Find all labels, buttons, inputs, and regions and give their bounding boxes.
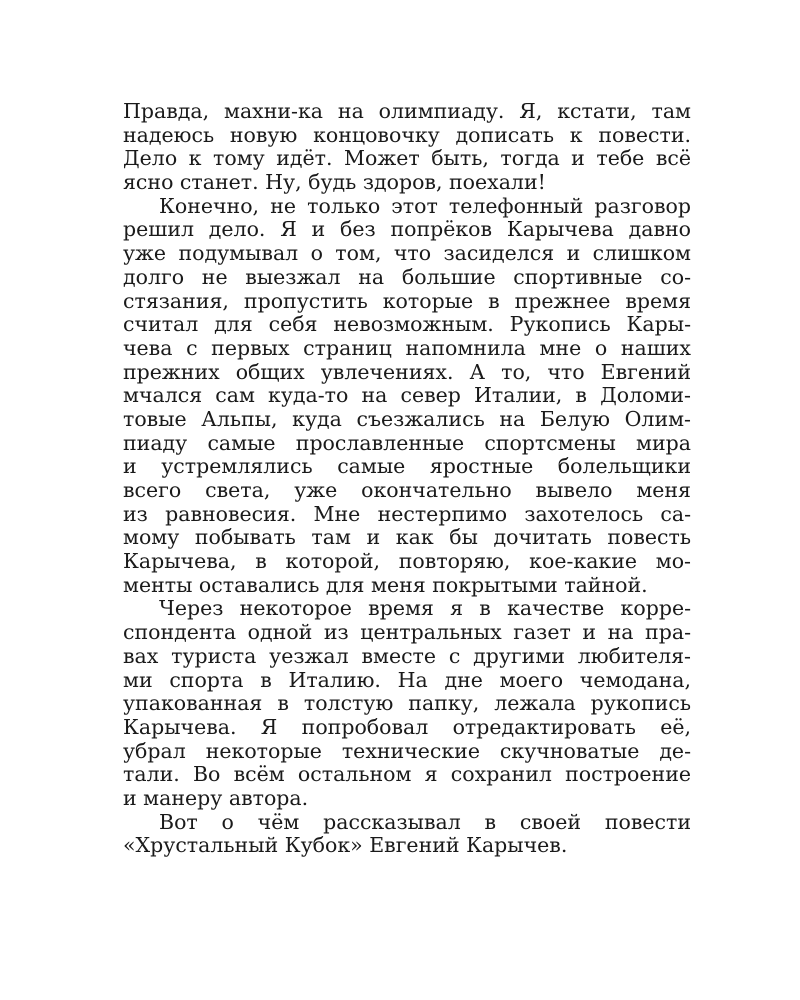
text-line: из равновесия. Мне нестерпимо захотелось са-: [123, 502, 691, 526]
text-line: решил дело. Я и без попрёков Карычева давно: [123, 218, 691, 242]
paragraph: [123, 597, 691, 810]
text-line: пиаду самые прославленные спортсмены мира: [123, 431, 691, 455]
text-line: «Хрустальный Кубок» Евгений Карычев.: [123, 834, 568, 858]
text-line: и манеру автора.: [123, 786, 309, 810]
text-line: Вот о чём рассказывал в своей повести: [159, 810, 691, 834]
text-line: и устремлялись самые яростные болельщики: [123, 455, 691, 479]
paragraph: [123, 195, 691, 598]
text-line: чева с первых страниц напомнила мне о наших: [123, 336, 691, 360]
text-line: всего света, уже окончательно вывело меня: [123, 479, 691, 502]
text-line: Карычева, в которой, повторяю, кое-какие мо-: [123, 550, 691, 574]
text-line: спондента одной из центральных газет и на пра-: [123, 621, 691, 645]
body-text: [123, 100, 691, 858]
text-line: ясно станет. Ну, будь здоров, поехали!: [123, 171, 546, 195]
text-line: Через некоторое время я в качестве корре-: [159, 597, 691, 621]
text-line: ми спорта в Италию. На дне моего чемодана,: [123, 668, 691, 692]
text-line: мчался сам куда-то на север Италии, в Доломи-: [123, 384, 691, 408]
text-line: упакованная в толстую папку, лежала рукопись: [123, 692, 691, 716]
text-line: товые Альпы, куда съезжались на Белую Олим-: [123, 407, 691, 431]
text-line: надеюсь новую концовочку дописать к повести.: [123, 123, 691, 147]
text-line: убрал некоторые технические скучноватые де-: [123, 739, 691, 763]
text-line: Карычева. Я попробовал отредактировать её,: [123, 715, 691, 739]
paragraph: [123, 100, 691, 195]
text-line: стязания, пропустить которые в прежнее время: [123, 289, 691, 313]
text-line: тали. Во всём остальном я сохранил построение: [123, 763, 691, 787]
text-line: считал для себя невозможным. Рукопись Кары-: [123, 313, 691, 337]
text-line: уже подумывал о том, что засиделся и слишком: [123, 242, 691, 266]
text-line: Дело к тому идёт. Может быть, тогда и тебе всё: [123, 147, 691, 171]
text-line: мому побывать там и как бы дочитать повесть: [123, 526, 691, 550]
text-line: Правда, махни-ка на олимпиаду. Я, кстати, там: [123, 100, 691, 123]
paragraph: [123, 811, 691, 858]
text-line: долго не выезжал на большие спортивные со-: [123, 265, 691, 289]
text-line: вах туриста уезжал вместе с другими любителя-: [123, 644, 691, 668]
text-line: менты оставались для меня покрытыми тайной.: [123, 573, 648, 597]
text-line: Конечно, не только этот телефонный разговор: [159, 194, 691, 218]
text-line: прежних общих увлечениях. А то, что Евгений: [123, 360, 691, 384]
